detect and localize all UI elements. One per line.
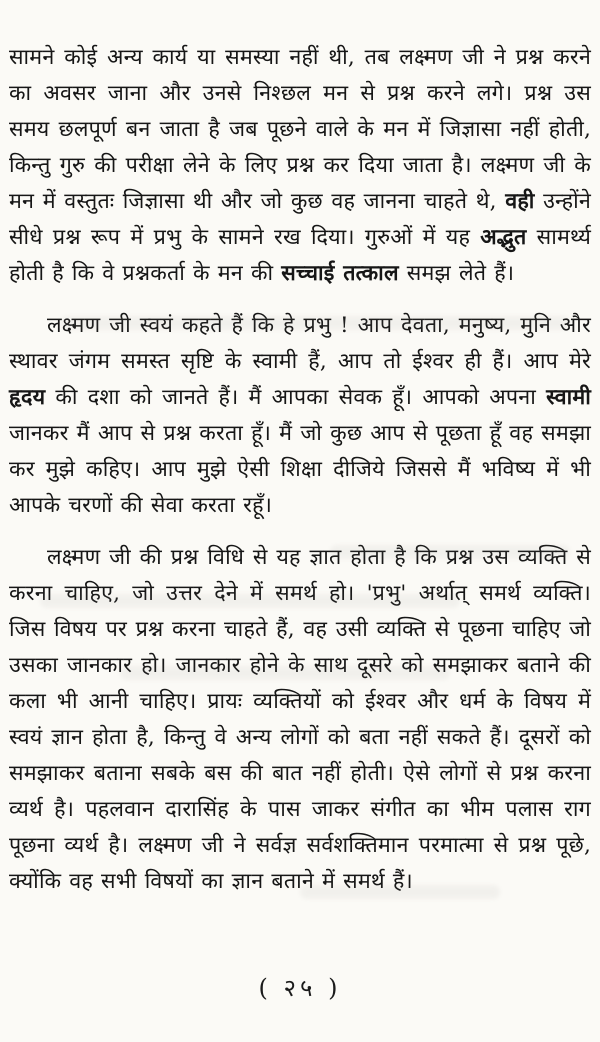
paragraph xyxy=(9,308,591,524)
text-run: उन्होंने सीधे प्रश्न रूप में प्रभु के सामने रख दिया। गुरुओं में यह xyxy=(9,189,591,250)
page-number: ( २५ ) xyxy=(258,974,342,1002)
text-run: लक्ष्मण जी स्वयं कहते हैं कि हे प्रभु ! आप देवता, मनुष्य, मुनि और स्थावर जंगम समस्त सृष्टि के स्वामी हैं, आप तो ईश्वर ही हैं। आप मेरे xyxy=(9,313,591,374)
paragraph xyxy=(9,40,591,292)
body-text xyxy=(9,40,591,900)
text-run: सामने कोई अन्य कार्य या समस्या नहीं थी, तब लक्ष्मण जी ने प्रश्न करने का अवसर जाना और उनसे निश्छल मन से प्रश्न करने लगे। प्रश्न उस समय छलपूर्ण बन जाता है जब पूछने वाले के मन में जिज्ञासा नहीं होती, किन्तु गुरु की परीक्षा लेने के लिए प्रश्न कर दिया जाता है। लक्ष्मण जी के मन में वस्तुतः जिज्ञासा थी और जो कुछ वह जानना चाहते थे, xyxy=(9,45,591,214)
bold-text-run: वही xyxy=(505,189,535,214)
bold-text-run: स्वामी xyxy=(546,385,591,410)
text-run: जानकर मैं आप से प्रश्न करता हूँ। मैं जो कुछ आप से पूछता हूँ वह समझा कर मुझे कहिए। आप मुझे ऐसी शिक्षा दीजिये जिससे मैं भविष्य में भी आपके चरणों की सेवा करता रहूँ। xyxy=(9,421,591,518)
bold-text-run: सच्चाई तत्काल xyxy=(281,261,399,286)
text-run: सामर्थ्य होती है कि वे प्रश्नकर्ता के मन की xyxy=(9,225,591,286)
text-run: समझ लेते हैं। xyxy=(398,261,515,286)
bold-text-run: हृदय xyxy=(9,385,46,410)
paragraph xyxy=(9,540,591,900)
text-run: लक्ष्मण जी की प्रश्न विधि से यह ज्ञात होता है कि प्रश्न उस व्यक्ति से करना चाहिए, जो उत्तर देने में समर्थ हो। 'प्रभु' अर्थात् समर्थ व्यक्ति। जिस विषय पर प्रश्न करना चाहते हैं, वह उसी व्यक्ति से पूछना चाहिए जो उसका जानकार हो। जानकार होने के साथ दूसरे को समझाकर बताने की कला भी आनी चाहिए। प्रायः व्यक्तियों को ईश्वर और धर्म के विषय में स्वयं ज्ञान होता है, किन्तु वे अन्य लोगों को बता नहीं सकते हैं। दूसरों को समझाकर बताना सबके बस की बात नहीं होती। ऐसे लोगों से प्रश्न करना व्यर्थ है। पहलवान दारासिंह के पास जाकर संगीत का भीम पलास राग पूछना व्यर्थ है। लक्ष्मण जी ने सर्वज्ञ सर्वशक्तिमान परमात्मा से प्रश्न पूछे, क्योंकि वह सभी विषयों का ज्ञान बताने में समर्थ हैं। xyxy=(9,545,591,894)
text-run: की दशा को जानते हैं। मैं आपका सेवक हूँ। आपको अपना xyxy=(45,385,547,410)
bold-text-run: अद्भुत xyxy=(480,225,527,250)
